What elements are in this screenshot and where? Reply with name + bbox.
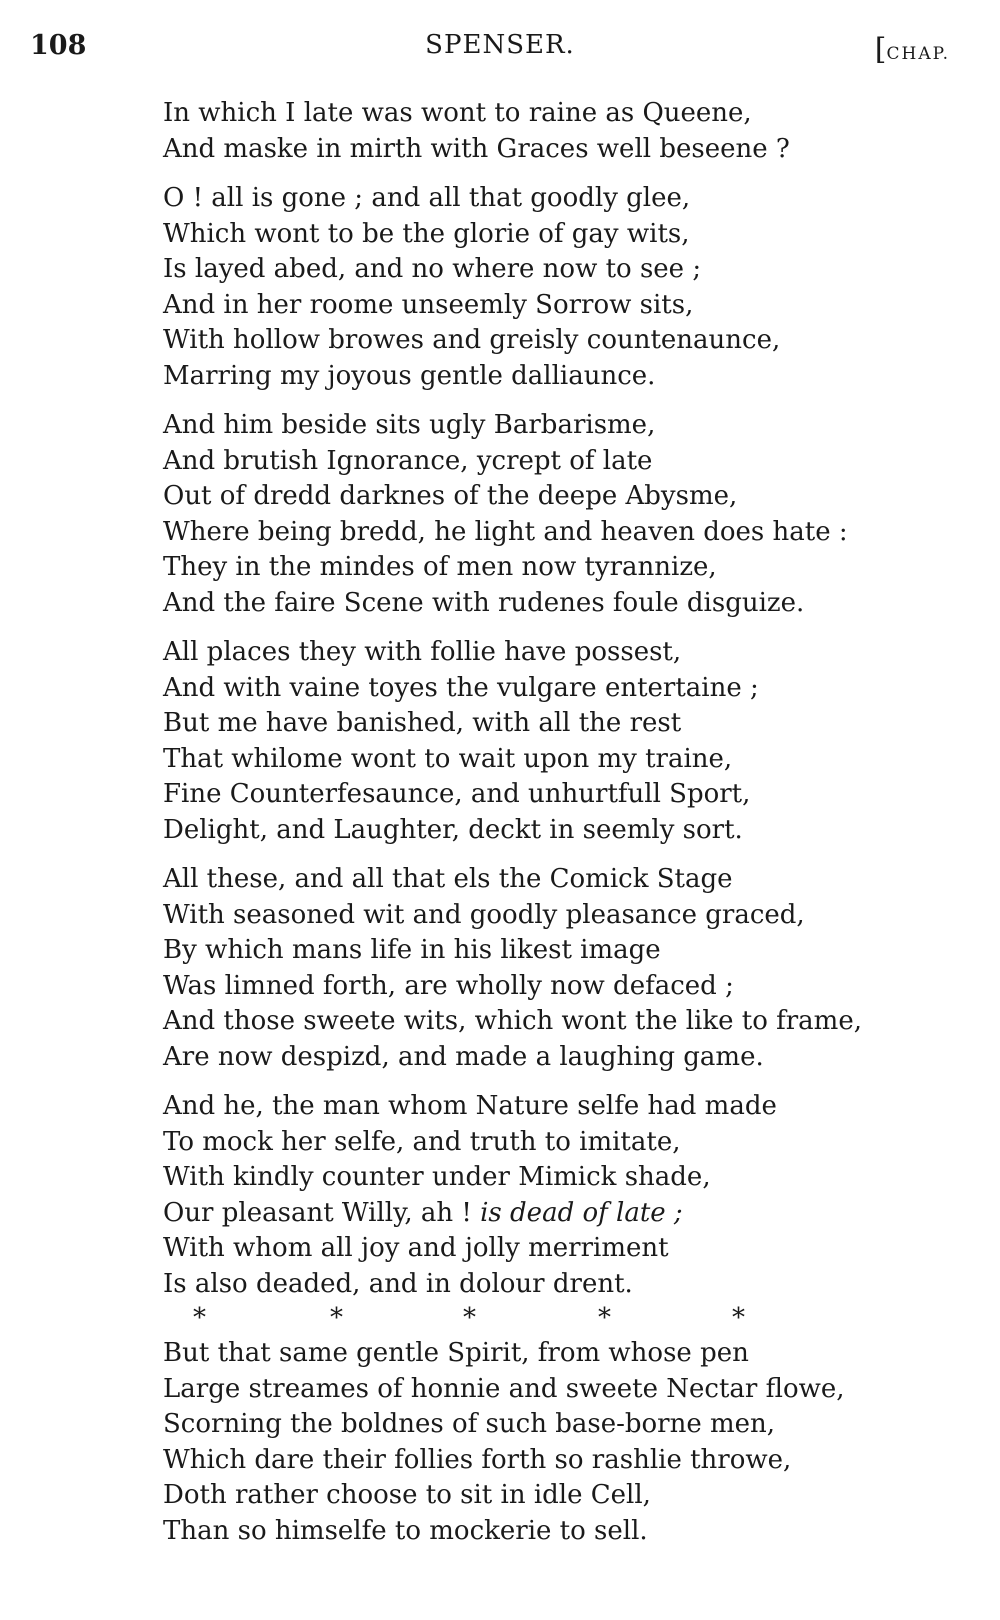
verse-line: And him beside sits ugly Barbarisme, — [163, 410, 656, 440]
verse-line: With hollow browes and greisly countenaunce, — [163, 325, 781, 355]
chapter-label — [875, 32, 950, 67]
verse-line-italic — [163, 1196, 983, 1232]
verse-line: And in her roome unseemly Sorrow sits, — [163, 289, 694, 320]
verse-line: Is also deaded, and in dolour drent. — [163, 1268, 633, 1299]
verse-line: And with vaine toyes the vulgare entertaine ; — [163, 672, 759, 703]
verse-line: Large streames of honnie and sweete Nectar flowe, — [163, 1373, 845, 1404]
verse-line: With seasoned wit and goodly pleasance graced, — [163, 899, 805, 930]
verse-line: In which I late was wont to raine as Queene, — [163, 98, 752, 128]
chapter-bracket: [ — [874, 32, 887, 67]
running-title: SPENSER. — [425, 30, 575, 60]
verse-italic-text: is dead of late ; — [480, 1197, 683, 1228]
verse-line: By which mans life in his likest image — [163, 935, 661, 965]
verse-line: With kindly counter under Mimick shade, — [163, 1162, 711, 1192]
verse-line: Fine Counterfesaunce, and unhurtfull Sport, — [163, 779, 751, 809]
verse-line: Was limned forth, are wholly now defaced ; — [163, 970, 734, 1001]
ellipsis-separator — [163, 1302, 983, 1334]
stanza — [163, 96, 983, 167]
verse-line: All these, and all that els the Comick Stage — [163, 864, 733, 894]
stanza — [163, 635, 983, 848]
verse-line: But me have banished, with all the rest — [163, 708, 682, 738]
verse-text: Our pleasant Willy, ah ! — [163, 1197, 481, 1228]
verse-line: That whilome wont to wait upon my traine, — [163, 743, 733, 774]
separator-star: * — [598, 1303, 611, 1333]
verse-line: And he, the man whom Nature selfe had made — [163, 1091, 777, 1121]
stanza — [163, 1089, 983, 1302]
verse-line: Is layed abed, and no where now to see ; — [163, 254, 702, 284]
verse-line: And those sweete wits, which wont the like to frame, — [163, 1006, 862, 1036]
verse-line: Scorning the boldnes of such base-borne men, — [163, 1409, 776, 1439]
verse-line: Delight, and Laughter, deckt in seemly sort. — [163, 814, 743, 845]
poem-body — [163, 96, 983, 1563]
verse-line: Doth rather choose to sit in idle Cell, — [163, 1480, 651, 1510]
verse-line: Which dare their follies forth so rashlie throwe, — [163, 1444, 792, 1475]
verse-line: To mock her selfe, and truth to imitate, — [163, 1126, 681, 1157]
stanza — [163, 181, 983, 394]
verse-line: Out of dredd darknes of the deepe Abysme, — [163, 481, 738, 511]
page-header — [0, 30, 1000, 70]
verse-line: With whom all joy and jolly merriment — [163, 1233, 669, 1263]
chapter-text: CHAP. — [886, 44, 950, 64]
stanza — [163, 1336, 983, 1549]
verse-line: Which wont to be the glorie of gay wits, — [163, 218, 690, 249]
verse-line: Than so himselfe to mockerie to sell. — [163, 1515, 648, 1546]
verse-line: They in the mindes of men now tyrannize, — [163, 552, 717, 582]
verse-line: O ! all is gone ; and all that goodly glee, — [163, 183, 691, 213]
separator-star: * — [463, 1303, 476, 1333]
verse-line: Where being bredd, he light and heaven does hate : — [163, 516, 848, 547]
verse-line: And the faire Scene with rudenes foule disguize. — [163, 587, 805, 618]
separator-star: * — [330, 1303, 343, 1333]
verse-line: Are now despizd, and made a laughing game. — [163, 1041, 764, 1072]
verse-line: Marring my joyous gentle dalliaunce. — [163, 360, 656, 391]
stanza — [163, 408, 983, 621]
verse-line: But that same gentle Spirit, from whose pen — [163, 1338, 749, 1368]
separator-star: * — [193, 1303, 206, 1333]
verse-line: And brutish Ignorance, ycrept of late — [163, 445, 653, 476]
verse-line: All places they with follie have possest, — [163, 637, 682, 667]
stanza — [163, 862, 983, 1075]
separator-star: * — [732, 1303, 745, 1333]
verse-line: And maske in mirth with Graces well beseene ? — [163, 133, 790, 164]
page-number: 108 — [30, 30, 87, 61]
